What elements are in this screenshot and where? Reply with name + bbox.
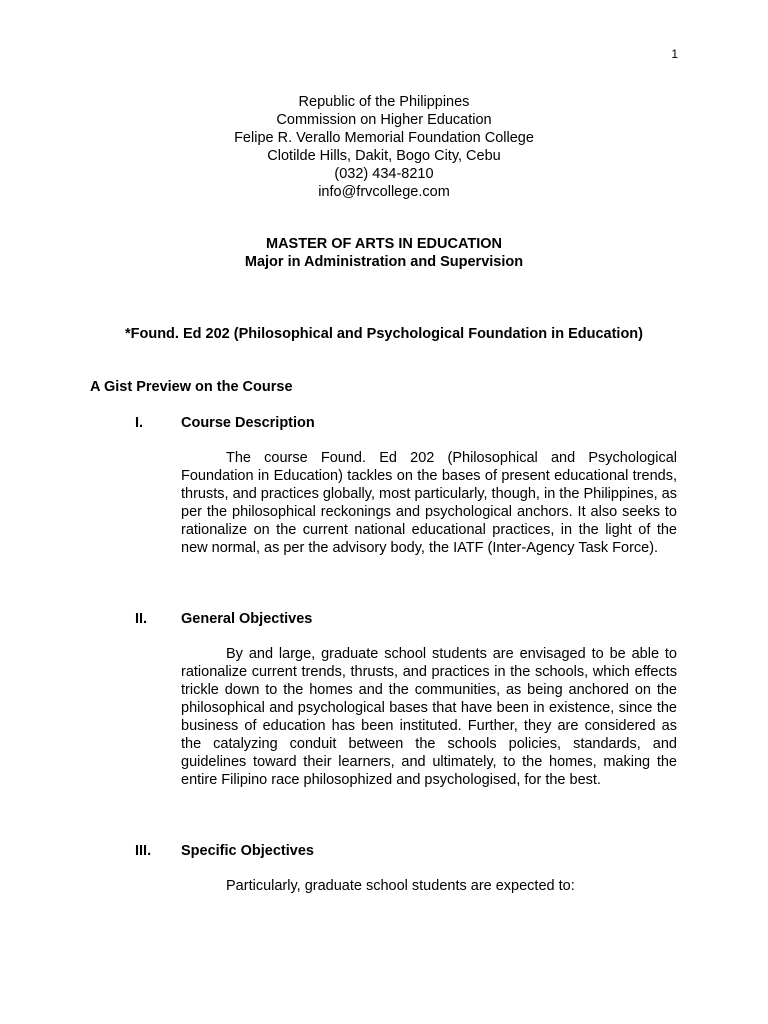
degree-major: Major in Administration and Supervision [244, 254, 524, 270]
section-numeral: I. [135, 415, 144, 431]
specific-objectives-paragraph: Particularly, graduate school students are expected to: [226, 878, 575, 894]
gist-heading: A Gist Preview on the Course [90, 379, 293, 395]
header-line-phone: (032) 434-8210 [334, 166, 434, 182]
institution-header [0, 93, 768, 201]
section-title: Course Description [181, 415, 315, 431]
course-title: *Found. Ed 202 (Philosophical and Psychological Foundation in Education) [124, 326, 643, 342]
general-objectives-paragraph: By and large, graduate school students are envisaged to be able to rationalize current trends, thrusts, and practices in the schools, which effects trickle down to the homes and the communities, as being anchored on the philosophical and psychological bases that have been in existence, since the business of education has been instituted. Further, they are considered as the catalyzing conduit between the schools policies, standards, and guidelines toward their learners, and ultimately, to the homes, making the entire Filipino race philosophized and psychologised, for the best. [181, 646, 677, 788]
header-line-email: info@frvcollege.com [318, 184, 450, 200]
section-heading-course-description [135, 414, 315, 432]
header-line-address: Clotilde Hills, Dakit, Bogo City, Cebu [267, 148, 501, 164]
course-description-paragraph: The course Found. Ed 202 (Philosophical and Psychological Foundation in Education) tackles on the bases of present educational trends, thrusts, and practices globally, most particularly, though, in the Philippines, as per the philosophical reckonings and psychological anchors. It also seeks to rationalize on the current national educational practices, in the light of the new normal, as per the advisory body, the IATF (Inter-Agency Task Force). [181, 450, 677, 556]
section-numeral: II. [135, 611, 148, 627]
section-title: Specific Objectives [181, 843, 314, 859]
header-line-college: Felipe R. Verallo Memorial Foundation College [234, 130, 534, 146]
page-number: 1 [671, 47, 678, 61]
header-line-country: Republic of the Philippines [298, 94, 470, 110]
section-numeral: III. [135, 843, 152, 859]
section-heading-specific-objectives [135, 842, 314, 860]
degree-title: MASTER OF ARTS IN EDUCATION [265, 236, 503, 252]
section-heading-general-objectives [135, 610, 312, 628]
section-title: General Objectives [181, 611, 313, 627]
degree-block [0, 235, 768, 271]
header-line-commission: Commission on Higher Education [276, 112, 492, 128]
